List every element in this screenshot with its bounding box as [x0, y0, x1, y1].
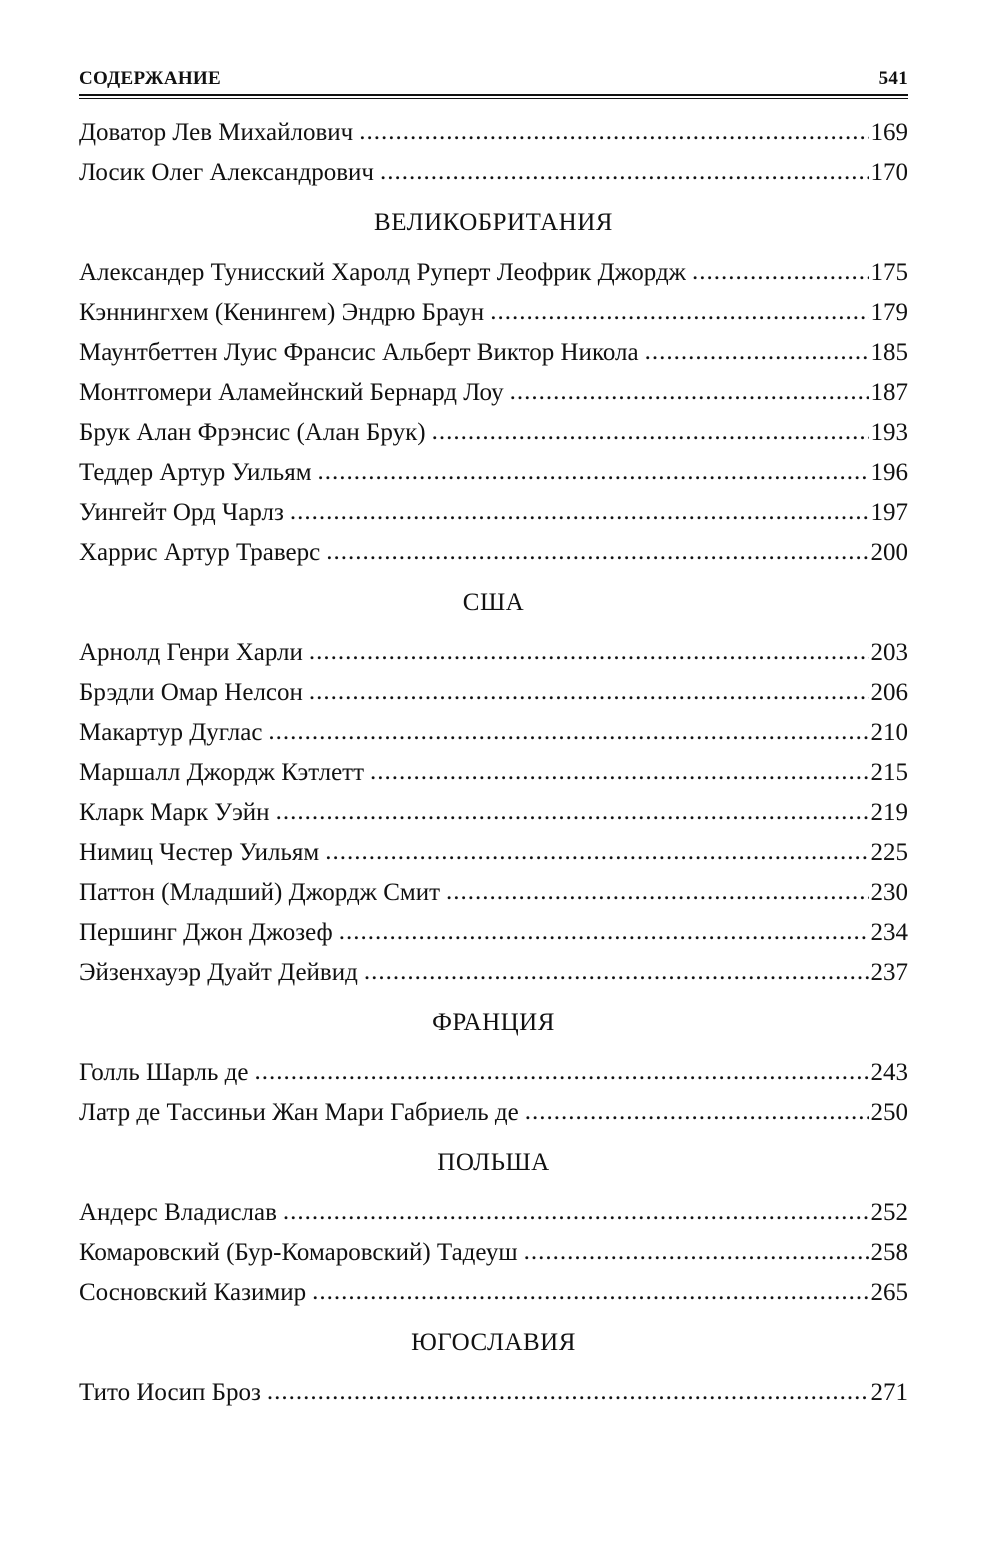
toc-entry-page-number: 193 — [870, 419, 908, 446]
dot-leader — [254, 1052, 868, 1092]
toc-entry-page-number: 196 — [870, 459, 908, 486]
toc-entry-name: Тито Иосип Броз — [79, 1379, 261, 1406]
toc-entry — [79, 913, 908, 953]
toc-entry-name: Брук Алан Фрэнсис (Алан Брук) — [79, 419, 426, 446]
toc-entry-page-number: 203 — [870, 639, 908, 666]
toc-entry-name: Брэдли Омар Нелсон — [79, 679, 303, 706]
dot-leader — [380, 152, 869, 192]
toc-entry — [79, 533, 908, 573]
toc-entry-page-number: 252 — [870, 1199, 908, 1226]
toc-entry-name: Уингейт Орд Чарлз — [79, 499, 284, 526]
toc-entry-name: Маршалл Джордж Кэтлетт — [79, 759, 365, 786]
toc-entry-name: Кэннингхем (Кенингем) Эндрю Браун — [79, 299, 485, 326]
dot-leader — [524, 1232, 869, 1272]
toc-entry — [79, 953, 908, 993]
table-of-contents — [79, 113, 908, 1413]
dot-leader — [432, 412, 869, 452]
toc-entry-page-number: 230 — [870, 879, 908, 906]
toc-entry — [79, 753, 908, 793]
toc-entry — [79, 253, 908, 293]
toc-entry — [79, 1193, 908, 1233]
dot-leader — [326, 532, 868, 572]
toc-entry — [79, 373, 908, 413]
header-rule-thick — [79, 94, 908, 96]
toc-entry-page-number: 206 — [870, 679, 908, 706]
toc-entry-page-number: 265 — [870, 1279, 908, 1306]
toc-entry-name: Доватор Лев Михайлович — [79, 119, 354, 146]
toc-entry-name: Александер Тунисский Харолд Руперт Леофрик Джордж — [79, 259, 686, 286]
dot-leader — [318, 452, 869, 492]
toc-entry-page-number: 258 — [870, 1239, 908, 1266]
toc-entry — [79, 633, 908, 673]
dot-leader — [490, 292, 868, 332]
toc-entry — [79, 793, 908, 833]
toc-entry-name: Харрис Артур Траверс — [79, 539, 321, 566]
section-heading: ФРАНЦИЯ — [432, 1009, 555, 1036]
toc-entry-name: Паттон (Младший) Джордж Смит — [79, 879, 440, 906]
toc-entry-page-number: 219 — [870, 799, 908, 826]
dot-leader — [325, 832, 868, 872]
dot-leader — [692, 252, 869, 292]
toc-entry — [79, 1373, 908, 1413]
toc-entry-page-number: 200 — [870, 539, 908, 566]
toc-entry-page-number: 215 — [870, 759, 908, 786]
toc-entry-name: Андерс Владислав — [79, 1199, 277, 1226]
toc-entry — [79, 333, 908, 373]
dot-leader — [645, 332, 869, 372]
toc-entry-name: Маунтбеттен Луис Франсис Альберт Виктор Никола — [79, 339, 639, 366]
toc-entry-page-number: 250 — [870, 1099, 908, 1126]
toc-entry — [79, 153, 908, 193]
toc-entry-name: Латр де Тассиньи Жан Мари Габриель де — [79, 1099, 519, 1126]
toc-entry-name: Макартур Дуглас — [79, 719, 263, 746]
toc-entry-name: Першинг Джон Джозеф — [79, 919, 333, 946]
dot-leader — [364, 952, 869, 992]
dot-leader — [309, 632, 869, 672]
toc-entry-page-number: 197 — [870, 499, 908, 526]
toc-entry — [79, 293, 908, 333]
dot-leader — [525, 1092, 869, 1132]
toc-entry-page-number: 185 — [870, 339, 908, 366]
toc-entry-page-number: 243 — [870, 1059, 908, 1086]
dot-leader — [268, 712, 868, 752]
dot-leader — [276, 792, 869, 832]
dot-leader — [267, 1372, 869, 1412]
toc-entry-page-number: 170 — [870, 159, 908, 186]
dot-leader — [283, 1192, 869, 1232]
section-heading: ВЕЛИКОБРИТАНИЯ — [374, 209, 613, 236]
toc-entry — [79, 1233, 908, 1273]
toc-entry — [79, 833, 908, 873]
toc-entry-page-number: 271 — [870, 1379, 908, 1406]
toc-entry-name: Кларк Марк Уэйн — [79, 799, 270, 826]
toc-entry-name: Голль Шарль де — [79, 1059, 249, 1086]
book-page — [79, 66, 908, 1413]
toc-entry-name: Теддер Артур Уильям — [79, 459, 312, 486]
toc-entry-page-number: 210 — [870, 719, 908, 746]
toc-entry — [79, 1053, 908, 1093]
section-heading: ЮГОСЛАВИЯ — [411, 1329, 576, 1356]
dot-leader — [309, 672, 869, 712]
toc-entry — [79, 1273, 908, 1313]
toc-entry-name: Лосик Олег Александрович — [79, 159, 374, 186]
toc-entry-name: Арнолд Генри Харли — [79, 639, 303, 666]
toc-entry — [79, 453, 908, 493]
toc-entry-name: Монтгомери Аламейнский Бернард Лоу — [79, 379, 504, 406]
section-heading: США — [462, 589, 525, 616]
toc-entry-page-number: 234 — [870, 919, 908, 946]
running-head-title: СОДЕРЖАНИЕ — [79, 68, 221, 89]
dot-leader — [446, 872, 869, 912]
dot-leader — [510, 372, 869, 412]
toc-entry-page-number: 225 — [870, 839, 908, 866]
dot-leader — [339, 912, 869, 952]
toc-entry-page-number: 237 — [870, 959, 908, 986]
toc-entry — [79, 113, 908, 153]
toc-entry-page-number: 179 — [870, 299, 908, 326]
toc-entry-name: Нимиц Честер Уильям — [79, 839, 320, 866]
toc-entry-name: Комаровский (Бур-Комаровский) Тадеуш — [79, 1239, 518, 1266]
toc-entry-page-number: 169 — [870, 119, 908, 146]
running-head-page-number: 541 — [878, 68, 908, 89]
header-rule-thin — [79, 98, 908, 99]
dot-leader — [290, 492, 869, 532]
toc-entry — [79, 873, 908, 913]
toc-entry-name: Сосновский Казимир — [79, 1279, 307, 1306]
toc-entry — [79, 673, 908, 713]
dot-leader — [312, 1272, 868, 1312]
running-head — [79, 66, 908, 92]
toc-entry — [79, 493, 908, 533]
toc-entry-name: Эйзенхауэр Дуайт Дейвид — [79, 959, 358, 986]
section-heading: ПОЛЬША — [437, 1149, 550, 1176]
toc-entry — [79, 713, 908, 753]
toc-entry-page-number: 187 — [870, 379, 908, 406]
toc-entry — [79, 413, 908, 453]
dot-leader — [359, 112, 868, 152]
toc-entry-page-number: 175 — [870, 259, 908, 286]
dot-leader — [370, 752, 868, 792]
toc-entry — [79, 1093, 908, 1133]
